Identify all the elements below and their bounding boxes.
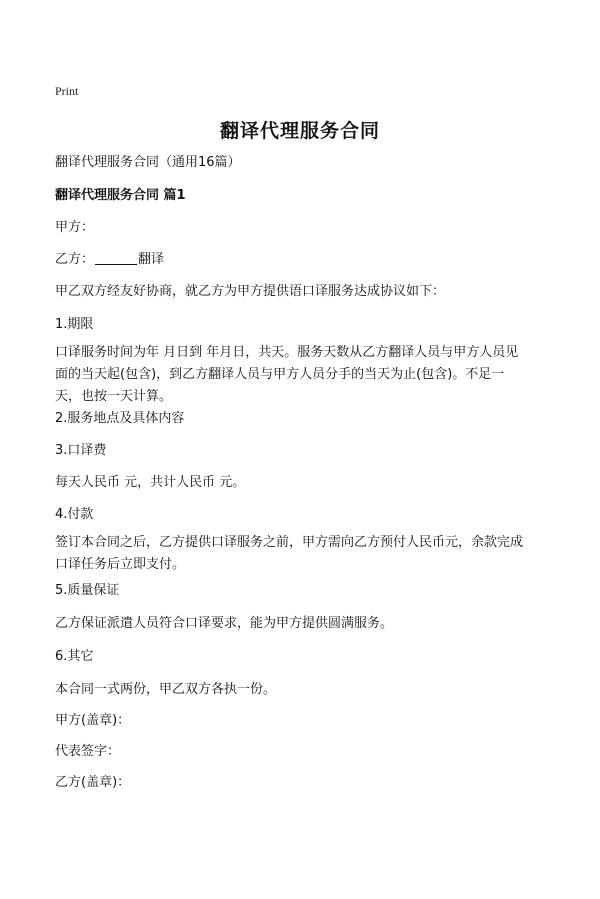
clause-6-body: 本合同一式两份，甲乙双方各执一份。	[55, 682, 277, 697]
signature-representative: 代表签字：	[55, 744, 121, 759]
signature-party-b: 乙方(盖章)：	[55, 775, 131, 790]
intro-paragraph: 甲乙双方经友好协商，就乙方为甲方提供语口译服务达成协议如下：	[55, 284, 446, 299]
party-b-prefix: 乙方：	[55, 252, 95, 267]
party-b-blank	[95, 250, 137, 265]
clause-5-body: 乙方保证派遣人员符合口译要求，能为甲方提供圆满服务。	[55, 616, 394, 631]
party-b-suffix: 翻译	[138, 252, 165, 267]
clause-4-title: 4.付款	[55, 507, 94, 522]
party-b-line	[55, 250, 164, 270]
document-title: 翻译代理服务合同	[219, 120, 380, 142]
clause-3-title: 3.口译费	[55, 443, 107, 458]
signature-party-a: 甲方(盖章)：	[55, 713, 131, 728]
section-heading: 翻译代理服务合同 篇1	[55, 188, 186, 203]
document-subtitle: 翻译代理服务合同（通用16篇）	[55, 155, 241, 170]
clause-1-title: 1.期限	[55, 317, 94, 332]
clause-3-body: 每天人民币 元，共计人民币 元。	[55, 475, 246, 490]
clause-1-body: 口译服务时间为年 月日到 年月日，共天。服务天数从乙方翻译人员与甲方人员见面的当天起(包含)，到乙方翻译人员与甲方人员分手的当天为止(包含)。不足一天，也按一天计算。	[55, 345, 519, 404]
print-label: Print	[55, 84, 79, 98]
clause-5-title: 5.质量保证	[55, 583, 120, 598]
party-a-label: 甲方：	[55, 220, 95, 235]
clause-4-body: 签订本合同之后，乙方提供口译服务之前，甲方需向乙方预付人民币元，余款完成口译任务后立即支付。	[55, 535, 524, 572]
clause-2-title: 2.服务地点及具体内容	[55, 411, 185, 426]
clause-6-title: 6.其它	[55, 649, 94, 664]
